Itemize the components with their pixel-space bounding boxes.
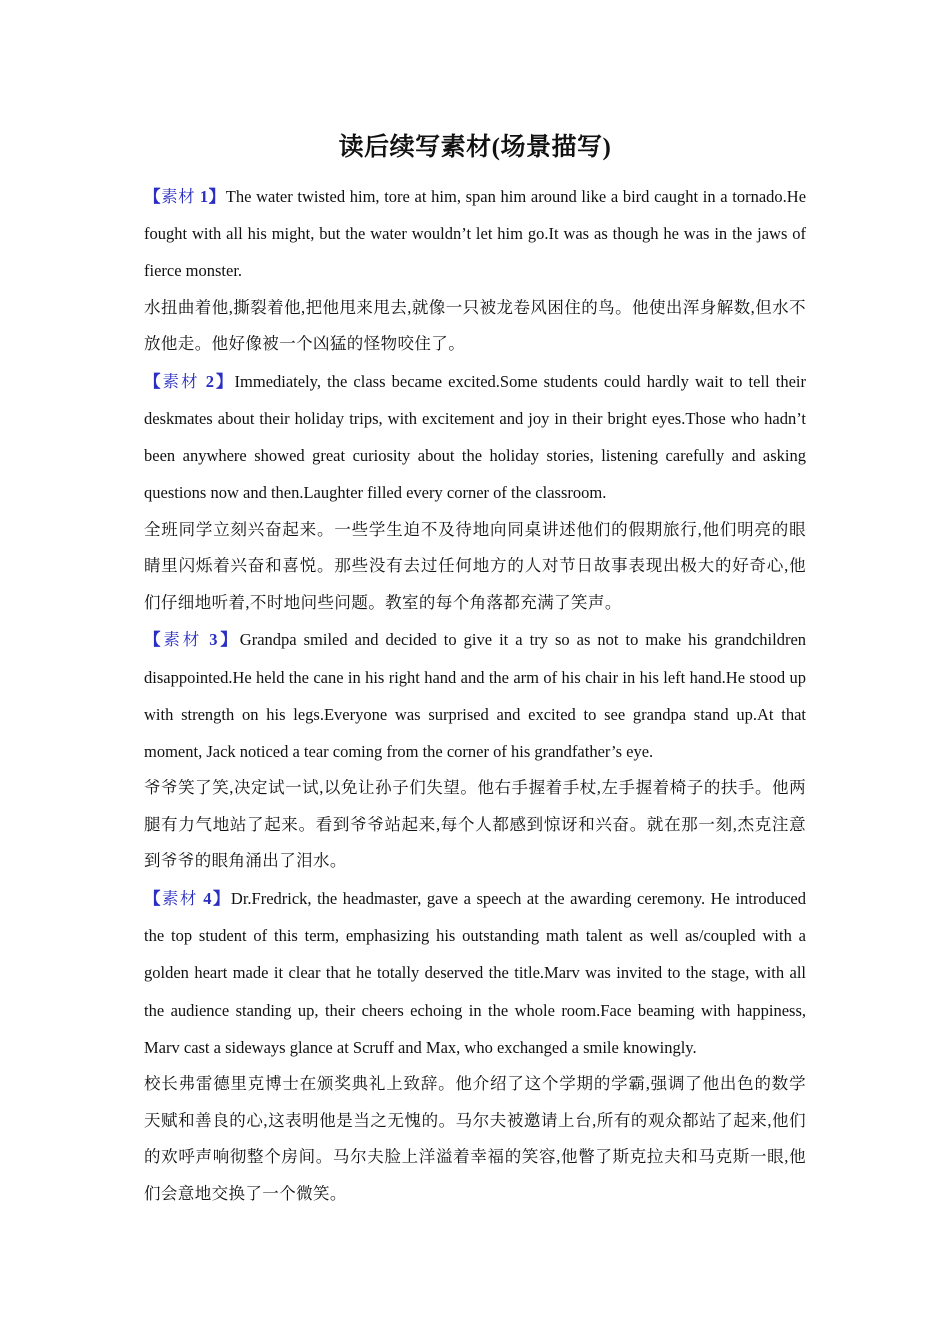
material-english (144, 363, 806, 512)
material-english (144, 178, 806, 290)
material-chinese: 全班同学立刻兴奋起来。一些学生迫不及待地向同桌讲述他们的假期旅行,他们明亮的眼睛里闪烁着兴奋和喜悦。那些没有去过任何地方的人对节日故事表现出极大的好奇心,他们仔细地听着,不时地问些问题。教室的每个角落都充满了笑声。 (144, 519, 806, 612)
material-2 (144, 363, 806, 622)
material-3 (144, 621, 806, 880)
material-chinese: 水扭曲着他,撕裂着他,把他甩来甩去,就像一只被龙卷风困住的鸟。他使出浑身解数,但水不放他走。他好像被一个凶猛的怪物咬住了。 (144, 297, 806, 354)
material-english (144, 621, 806, 770)
material-1 (144, 178, 806, 363)
material-tag: 【素材 1】 (144, 187, 226, 206)
material-english-text: The water twisted him, tore at him, span him around like a bird caught in a tornado.He fought with all his might, but the water wouldn’t let him go.It was as though he was in the jaws of fierce monster. (144, 187, 807, 281)
material-tag: 【素材 3】 (144, 630, 240, 650)
page-title: 读后续写素材(场景描写) (338, 134, 612, 161)
material-english-text: Immediately, the class became excited.Some students could hardly wait to tell their deskmates about their holiday trips, with excitement and joy in their bright eyes.Those who hadn’t been anywhere showed great curiosity about the holiday stories, listening carefully and asking questions now and then.Laughter filled every corner of the classroom. (144, 371, 807, 503)
material-english-text: Dr.Fredrick, the headmaster, gave a speech at the awarding ceremony. He introduced the top student of this term, emphasizing his outstanding math talent as well as/coupled with a golden heart made it clear that he totally deserved the title.Marv was invited to the stage, with all the audience standing up, their cheers echoing in the whole room.Face beaming with happiness, Marv cast a sideways glance at Scruff and Max, who exchanged a smile knowingly. (144, 888, 807, 1057)
document-page (144, 128, 806, 1212)
material-english-text: Grandpa smiled and decided to give it a try so as not to make his grandchildren disappointed.He held the cane in his right hand and the arm of his chair in his left hand.He stood up with strength on his legs.Everyone was surprised and excited to see grandpa stand up.At that moment, Jack noticed a tear coming from the corner of his grandfather’s eye. (144, 630, 807, 761)
material-tag: 【素材 2】 (144, 371, 235, 391)
material-chinese: 爷爷笑了笑,决定试一试,以免让孙子们失望。他右手握着手杖,左手握着椅子的扶手。他两腿有力气地站了起来。看到爷爷站起来,每个人都感到惊讶和兴奋。就在那一刻,杰克注意到爷爷的眼角涌出了泪水。 (144, 778, 806, 871)
material-chinese: 校长弗雷德里克博士在颁奖典礼上致辞。他介绍了这个学期的学霸,强调了他出色的数学天赋和善良的心,这表明他是当之无愧的。马尔夫被邀请上台,所有的观众都站了起来,他们的欢呼声响彻整个房间。马尔夫脸上洋溢着幸福的笑容,他瞥了斯克拉夫和马克斯一眼,他们会意地交换了一个微笑。 (144, 1074, 806, 1203)
material-english (144, 880, 806, 1066)
material-tag: 【素材 4】 (144, 888, 231, 908)
material-4 (144, 880, 806, 1212)
